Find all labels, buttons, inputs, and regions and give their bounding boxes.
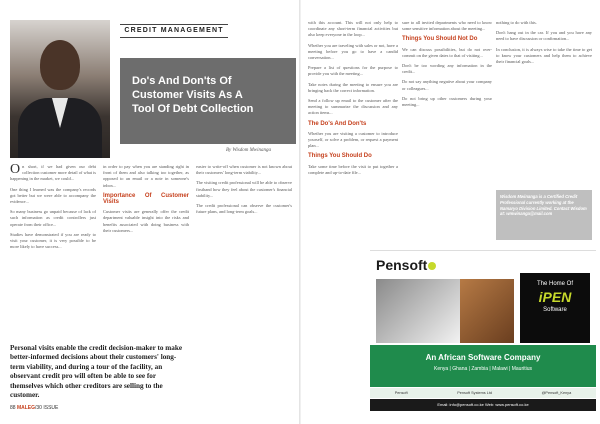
title-line-3: Tool Of Debt Collection [132,103,254,115]
logo-dot-icon [428,262,436,270]
home-of-text: The Home Of [536,281,573,287]
paragraph: The visiting credit professional will be able to observe firsthand how they feel about the customer's financial stability... [196,180,292,198]
article-title [120,58,296,144]
paragraph: We can discuss possibilities, but do not over-commit on the given dates to that of visiting... [402,46,492,58]
paragraph: Take notes during the meeting to ensure you are bringing back the correct information. [308,81,398,93]
paragraph: Customer visits are generally offer the credit department valuable insight into the risks and benefits associated with doing business with their customers... [103,209,189,233]
ipen-logo: iPEN [538,289,572,305]
author-bio: Wisdom Mwinanga is a Certified Credit Professional currently working at the Namaryo Division Limited. Contact Wisdom at: wmwinanga@mail.com [496,190,592,240]
title-line-1: Do's And Don'ts Of [132,75,232,87]
ad-tagline: An African Software Company [425,353,541,362]
paragraph: sure to all invited departments who need to know some sensitive information about the meeting... [402,20,492,32]
left-column-1 [10,164,96,254]
author-photo [10,20,110,158]
section-tag: CREDIT MANAGEMENT [120,24,228,38]
ipen-box [520,273,590,343]
software-text: Software [543,307,567,313]
ad-tagline-band [370,345,596,387]
paragraph: in order to pay when you are standing right in front of them and also talking too together, as opposed to an email or a note in someone's inbox... [103,164,189,188]
ad-countries: Kenya | Ghana | Zambia | Malawi | Mauritius [433,366,532,372]
subheading-should-do: Things You Should Do [308,153,372,160]
paragraph: Prepare a list of questions for the purpose to provide you with the meeting... [308,65,398,77]
pull-quote: Personal visits enable the credit decision-maker to make better-informed decisions about their customers' long-term viability, and during a tour of the facility, an observant credit pro will often be able to see for themselves which other creditors are selling to the customer. [10,344,183,400]
pensoft-advertisement[interactable] [370,250,596,412]
ad-image-person [460,279,514,343]
ad-contact[interactable]: Email: info@pensoft.co.ke Web: www.pensoft.co.ke [370,399,596,411]
paragraph: In conclusion, it is always wise to take the time to get to know your customers and help them to achieve their financial goals... [496,46,592,65]
right-column-3 [496,20,592,69]
twitter-link[interactable]: @Pensoft_Kenya [541,391,572,395]
paragraph: Don't hang out in the car. If you and you have any need to have discussion or confirmation... [496,30,592,42]
paragraph: Whether you are traveling with sales or not, have a meeting before you go to have a candid conversation... [308,42,398,61]
paragraph: nothing to do with this. [496,20,537,25]
paragraph: One thing I learned was the company's records got better but we were able to accompany the evidence... [10,186,96,205]
right-column-1 [308,20,398,180]
paragraph: Send a follow up email to the customer after the meeting to summarize the discussion and any action items... [308,98,398,116]
magazine-name: MALEG [16,405,36,411]
paragraph: easier to write-off when customer is not known about their customers' long-term viability... [196,164,292,176]
byline: By Wisdom Mwinanga [226,148,271,153]
paragraph: The credit professional can observe the customer's future plans, and long-term goals... [196,203,292,215]
paragraph: Whether you are visiting a customer to introduce yourself, or solve a problem, or request a payment plan... [308,130,398,149]
left-column-3 [196,164,292,219]
subheading-importance: Importance Of Customer Visits [103,192,189,206]
page-number: 88 [10,405,16,411]
title-line-2: Customer Visits As A [132,89,243,101]
paragraph: On short, if we had given our debt collection customer more detail of what is happening in the market, we could... [10,162,97,182]
paragraph: Take some time before the visit to put together a complete and up-to-date file... [308,163,398,175]
pensoft-logo: Pensoft [376,257,436,273]
left-column-2 [103,164,189,238]
ad-image-office [376,279,460,343]
ad-social-row [370,388,596,398]
paragraph: Studies have demonstrated if you are ready to visit your customer, it is very possible to be more likely to have success... [10,231,96,250]
paragraph: So many business go unpaid because of lack of such information as credit controllers just operate from their office... [10,209,96,227]
paragraph: Do not say anything negative about your company or colleagues... [402,79,492,91]
paragraph: Don't be too wording any information in the credit... [402,63,492,75]
paragraph: with this account. This will not only help to coordinate any short-term financial activities but also keep everyone in the loop... [308,20,398,38]
paragraph: Do not bring up other customers during your meeting... [402,95,492,108]
subheading-should-not-do: Things You Should Not Do [402,36,478,43]
right-column-2 [402,20,492,112]
linkedin-link[interactable]: Pensoft Systems Ltd [457,391,493,395]
author-face [40,40,80,90]
dropcap: O [10,162,21,177]
page-gutter [299,0,301,424]
page-footer: 88 MALEG/30 ISSUE [10,405,59,411]
subheading-dos-donts: The Do's And Don'ts [308,120,367,127]
issue-number: 30 ISSUE [36,405,59,411]
facebook-link[interactable]: Pensoft [394,391,408,395]
